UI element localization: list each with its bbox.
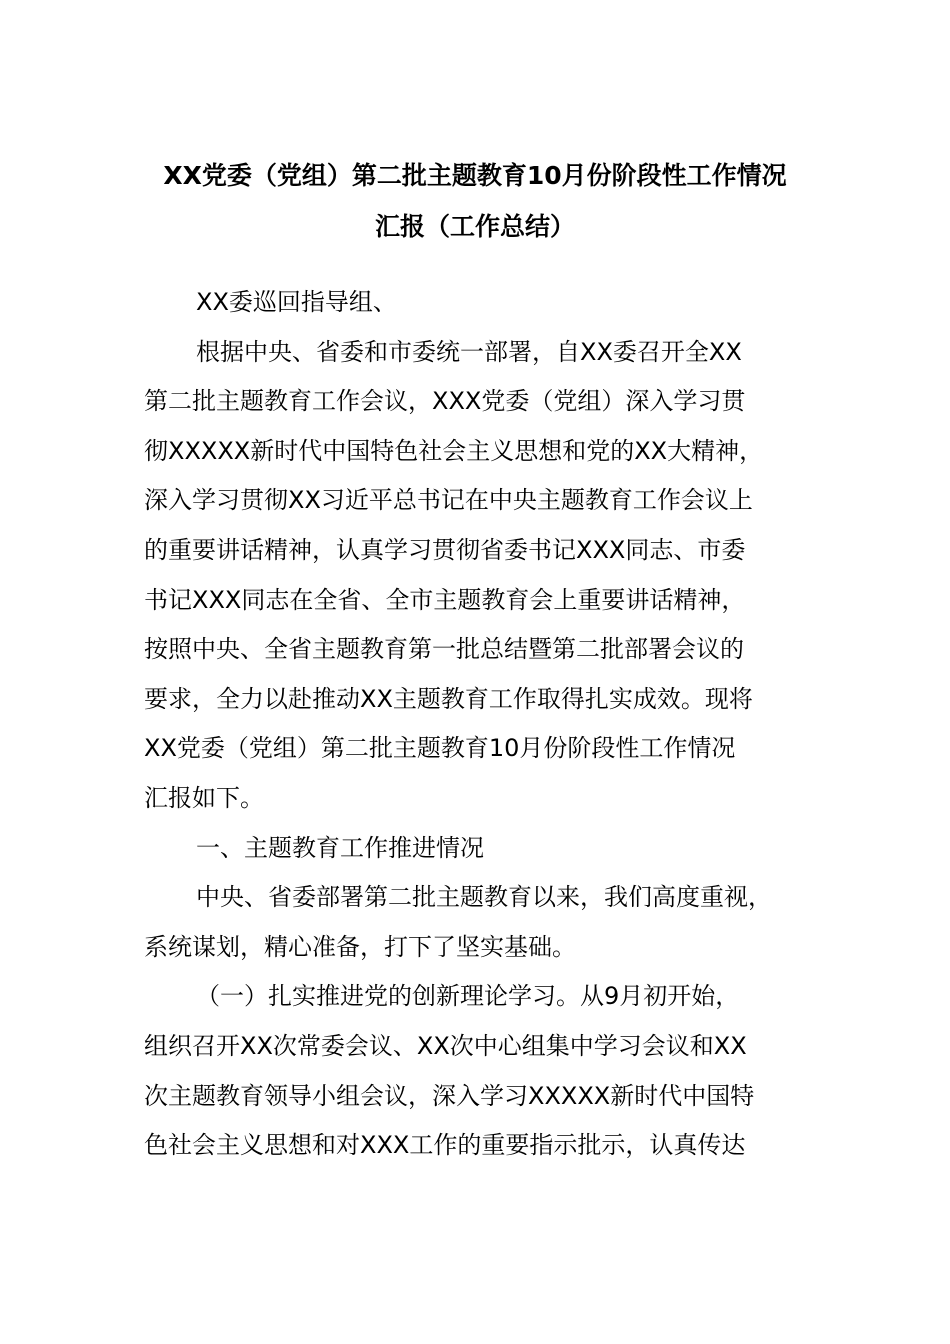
paragraph-line: 次主题教育领导小组会议，深入学习XXXXX新时代中国特 (144, 1081, 755, 1110)
paragraph-line: 系统谋划，精心准备，打下了坚实基础。 (144, 932, 576, 961)
paragraph-line: XX党委（党组）第二批主题教育10月份阶段性工作情况 (144, 734, 736, 763)
paragraph-line: 彻XXXXX新时代中国特色社会主义思想和党的XX大精神， (144, 436, 764, 465)
paragraph-line: 按照中央、全省主题教育第一批总结暨第二批部署会议的 (144, 635, 744, 664)
paragraph-line: 的重要讲话精神，认真学习贯彻省委书记XXX同志、市委 (144, 535, 746, 564)
paragraph-line: 深入学习贯彻XX习近平总书记在中央主题教育工作会议上 (144, 486, 753, 515)
paragraph-line: 要求，全力以赴推动XX主题教育工作取得扎实成效。现将 (144, 684, 753, 713)
paragraph-line: 第二批主题教育工作会议，XXX党委（党组）深入学习贯 (144, 387, 746, 416)
paragraph-line: 汇报如下。 (144, 783, 264, 812)
salutation: XX委巡回指导组、 (196, 288, 397, 316)
document-title-line-1: XX党委（党组）第二批主题教育10月份阶段性工作情况 (163, 161, 787, 190)
subsection-heading: （一）扎实推进党的创新理论学习。从9月初开始， (196, 982, 740, 1011)
document-body (144, 278, 834, 1171)
section-heading: 一、主题教育工作推进情况 (196, 833, 484, 862)
paragraph-line: 根据中央、省委和市委统一部署，自XX委召开全XX (196, 337, 742, 366)
paragraph-line: 组织召开XX次常委会议、XX次中心组集中学习会议和XX (144, 1031, 747, 1060)
document-title-line-2: 汇报（工作总结） (374, 212, 575, 241)
paragraph-line: 色社会主义思想和对XXX工作的重要指示批示，认真传达 (144, 1131, 746, 1160)
paragraph-line: 书记XXX同志在全省、全市主题教育会上重要讲话精神， (144, 585, 746, 614)
paragraph-line: 中央、省委部署第二批主题教育以来，我们高度重视， (196, 883, 772, 912)
